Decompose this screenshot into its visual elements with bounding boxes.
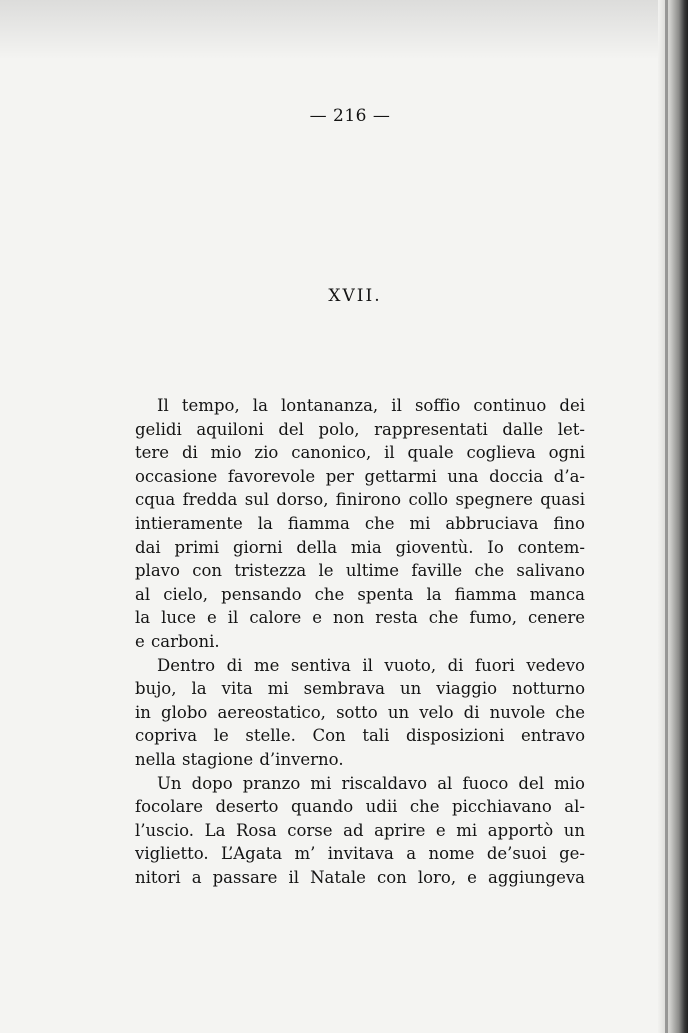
page-number: — 216 — xyxy=(309,106,391,126)
text-line: la luce e il calore e non resta che fumo, cenere xyxy=(135,608,585,628)
text-line: plavo con tristezza le ultime faville che salivano xyxy=(135,561,585,581)
page-binding-edge xyxy=(658,0,688,1033)
text-line: cqua fredda sul dorso, finirono collo spegnere quasi xyxy=(135,490,585,510)
text-line: dai primi giorni della mia gioventù. Io contem- xyxy=(135,537,585,557)
text-line: gelidi aquiloni del polo, rappresentati dalle let- xyxy=(135,419,585,439)
chapter-title: XVII. xyxy=(328,286,382,306)
text-line: al cielo, pensando che spenta la fiamma manca xyxy=(135,584,585,604)
text-line: occasione favorevole per gettarmi una doccia d’a- xyxy=(135,466,585,486)
text-line: bujo, la vita mi sembrava un viaggio notturno xyxy=(135,679,585,699)
text-line: nitori a passare il Natale con loro, e aggiungeva xyxy=(135,867,585,887)
text-line: focolare deserto quando udii che picchiavano al- xyxy=(135,797,585,817)
text-line: Dentro di me sentiva il vuoto, di fuori vedevo xyxy=(157,655,585,675)
text-line: intieramente la fiamma che mi abbruciava fino xyxy=(135,513,585,533)
text-line: Il tempo, la lontananza, il soffio continuo dei xyxy=(157,396,585,415)
text-line: Un dopo pranzo mi riscaldavo al fuoco del mio xyxy=(157,773,585,793)
body-text xyxy=(135,394,585,889)
text-line: viglietto. L’Agata m’ invitava a nome de’suoi ge- xyxy=(135,844,585,864)
text-line: in globo aereostatico, sotto un velo di nuvole che xyxy=(135,702,585,722)
page-binding-line xyxy=(665,0,668,1033)
text-line: nella stagione d’inverno. xyxy=(135,749,344,769)
text-line: e carboni. xyxy=(135,631,220,651)
text-line: copriva le stelle. Con tali disposizioni entravo xyxy=(135,726,585,746)
page-stain xyxy=(0,0,660,60)
text-line: l’uscio. La Rosa corse ad aprire e mi apportò un xyxy=(135,820,585,840)
text-line: tere di mio zio canonico, il quale coglieva ogni xyxy=(135,443,585,463)
